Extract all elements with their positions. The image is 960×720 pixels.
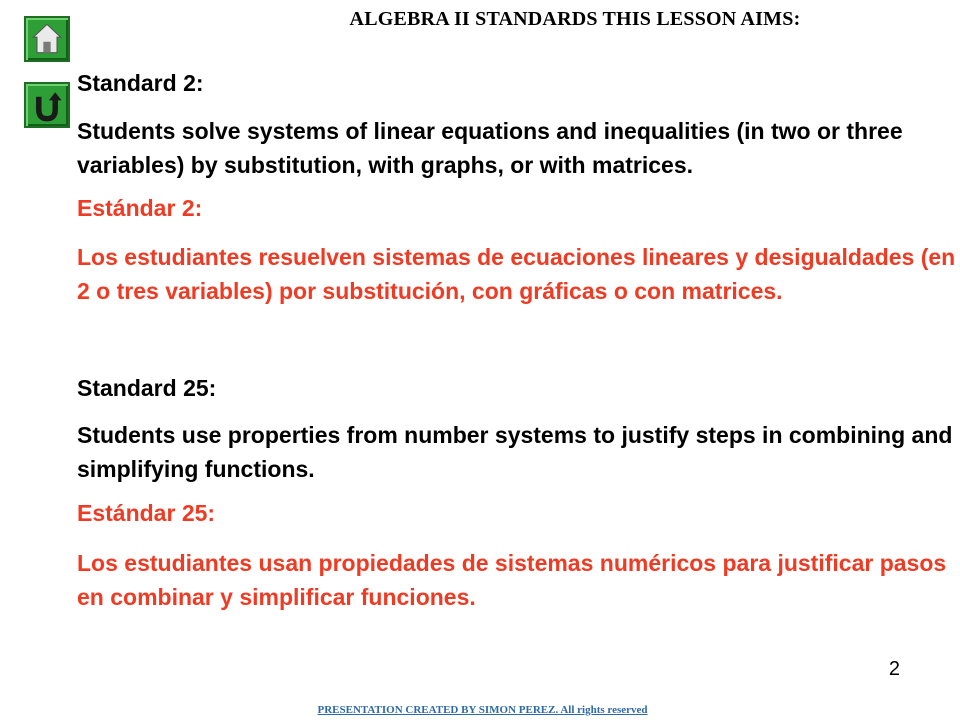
standard-2-body: Students solve systems of linear equations and inequalities (in two or three variables) by substitution, with graphs, or with matrices. bbox=[77, 118, 903, 178]
estandar-2-heading: Estándar 2: bbox=[77, 195, 203, 221]
standard-2-heading: Standard 2: bbox=[77, 70, 204, 96]
standard-25-body: Students use properties from number systems to justify steps in combining and simplifying functions. bbox=[77, 422, 953, 482]
slide-title: ALGEBRA II STANDARDS THIS LESSON AIMS: bbox=[349, 8, 801, 30]
standard-25-heading: Standard 25: bbox=[77, 375, 217, 401]
u-turn-back-icon bbox=[26, 84, 68, 126]
estandar-25-body: Los estudiantes usan propiedades de sistemas numéricos para justificar pasos en combinar y simplificar funciones. bbox=[77, 550, 947, 610]
estandar-25-heading: Estándar 25: bbox=[77, 500, 216, 526]
footer-credit-link[interactable]: PRESENTATION CREATED BY SIMON PEREZ. All rights reserved bbox=[317, 704, 648, 716]
slide-number: 2 bbox=[888, 658, 900, 680]
estandar-2-body: Los estudiantes resuelven sistemas de ecuaciones lineares y desigualdades (en 2 o tres variables) por substitución, con gráficas o con matrices. bbox=[77, 244, 956, 304]
back-button[interactable] bbox=[24, 82, 70, 128]
